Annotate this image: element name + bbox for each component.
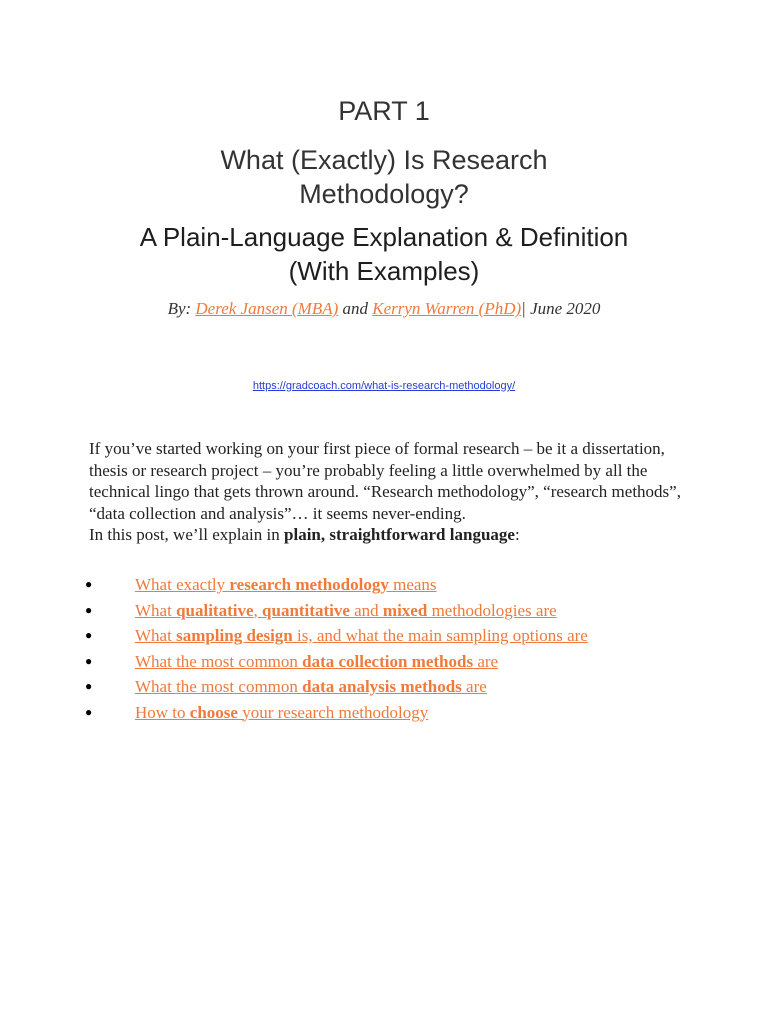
list-link-data-analysis[interactable]: What the most common data analysis methods are bbox=[135, 677, 487, 696]
bullet-icon: ● bbox=[85, 602, 93, 617]
subtitle-line-2: (With Examples) bbox=[288, 256, 480, 286]
subtitle-line-1: A Plain-Language Explanation & Definition bbox=[139, 222, 629, 252]
list-item bbox=[85, 649, 685, 675]
list-item bbox=[85, 572, 685, 598]
list-link-sampling-design[interactable]: What sampling design is, and what the main sampling options are bbox=[135, 626, 588, 645]
byline-date: | June 2020 bbox=[521, 299, 601, 318]
intro-section bbox=[89, 438, 689, 546]
explain-prefix: In this post, we’ll explain in bbox=[89, 525, 285, 544]
contents-list bbox=[85, 572, 685, 725]
document-subtitle bbox=[0, 220, 768, 288]
document-title bbox=[0, 143, 768, 211]
byline bbox=[0, 299, 768, 319]
list-item bbox=[85, 674, 685, 700]
bullet-icon: ● bbox=[85, 577, 93, 591]
part-heading: PART 1 bbox=[338, 96, 430, 126]
list-item bbox=[85, 598, 685, 624]
title-line-1: What (Exactly) Is Research bbox=[220, 145, 548, 175]
title-line-2: Methodology? bbox=[299, 179, 469, 209]
byline-and: and bbox=[338, 299, 373, 318]
author-link-kerryn[interactable]: Kerryn Warren (PhD) bbox=[372, 299, 522, 318]
byline-prefix: By: bbox=[167, 299, 196, 318]
list-link-choose-methodology[interactable]: How to choose your research methodology bbox=[135, 702, 429, 722]
explain-bold: plain, straightforward language bbox=[284, 525, 515, 544]
bullet-icon: ● bbox=[85, 628, 93, 642]
explain-suffix: : bbox=[514, 525, 520, 544]
list-link-methodologies[interactable]: What qualitative, quantitative and mixed methodologies are bbox=[135, 600, 557, 620]
list-item bbox=[85, 623, 685, 649]
list-link-research-methodology[interactable]: What exactly research methodology means bbox=[135, 575, 437, 594]
source-url-link[interactable]: https://gradcoach.com/what-is-research-methodology/ bbox=[252, 380, 516, 392]
explain-sentence bbox=[89, 524, 689, 546]
bullet-icon: ● bbox=[85, 679, 93, 693]
bullet-icon: ● bbox=[85, 704, 93, 719]
author-link-derek[interactable]: Derek Jansen (MBA) bbox=[195, 299, 339, 318]
list-link-data-collection[interactable]: What the most common data collection methods are bbox=[135, 651, 499, 671]
intro-paragraph: If you’ve started working on your first piece of formal research – be it a dissertation, thesis or research project – you’re probably feeling a little overwhelmed by all the technical lingo that gets thrown around. “Research methodology”, “research methods”, “data collection and analysis”… it seems never-ending. bbox=[89, 439, 681, 523]
list-item bbox=[85, 700, 685, 726]
bullet-icon: ● bbox=[85, 653, 93, 668]
